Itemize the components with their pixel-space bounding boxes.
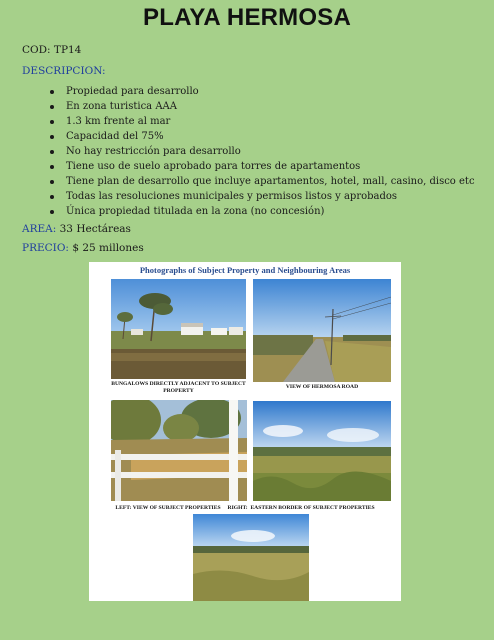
list-item: En zona turistica AAA (38, 99, 475, 114)
bullet-icon (50, 210, 54, 214)
list-item: Tiene uso de suelo aprobado para torres de apartamentos (38, 159, 475, 174)
price-line (22, 242, 144, 254)
list-item: No hay restricción para desarrollo (38, 144, 475, 159)
list-item: Todas las resoluciones municipales y permisos listos y aprobados (38, 189, 475, 204)
list-item: Tiene plan de desarrollo que incluye apartamentos, hotel, mall, casino, disco etc (38, 174, 475, 189)
price-label: PRECIO: (22, 242, 69, 254)
list-item: Única propiedad titulada en la zona (no concesión) (38, 204, 475, 219)
bullet-icon (50, 90, 54, 94)
description-list (38, 84, 475, 219)
area-label: AREA: (22, 223, 57, 235)
price-value: $ 25 millones (72, 242, 144, 254)
property-code: COD: TP14 (22, 44, 82, 56)
bullet-icon (50, 135, 54, 139)
page-title: PLAYA HERMOSA (143, 4, 351, 31)
list-item: 1.3 km frente al mar (38, 114, 475, 129)
area-line (22, 223, 131, 235)
eastern-border-photo (253, 401, 391, 501)
landscape-photo (193, 514, 309, 601)
bullet-icon (50, 120, 54, 124)
bullet-icon (50, 150, 54, 154)
photo-board (89, 262, 401, 601)
road-photo (253, 279, 391, 382)
subject-property-photo (111, 400, 247, 501)
bullet-icon (50, 180, 54, 184)
area-value: 33 Hectáreas (59, 223, 131, 235)
bullet-icon (50, 165, 54, 169)
bullet-icon (50, 105, 54, 109)
views-caption: LEFT: VIEW OF SUBJECT PROPERTIES RIGHT: EASTERN BORDER OF SUBJECT PROPERTIES (115, 505, 375, 511)
list-item: Capacidad del 75% (38, 129, 475, 144)
bungalows-caption: BUNGALOWS DIRECTLY ADJACENT TO SUBJECT PROPERTY (111, 381, 246, 394)
photo-board-title: Photographs of Subject Property and Neighbouring Areas (139, 265, 351, 275)
description-heading: DESCRIPCION: (22, 65, 106, 77)
bullet-icon (50, 195, 54, 199)
road-caption: VIEW OF HERMOSA ROAD (285, 384, 359, 390)
list-item: Propiedad para desarrollo (38, 84, 475, 99)
bungalows-photo (111, 279, 246, 379)
